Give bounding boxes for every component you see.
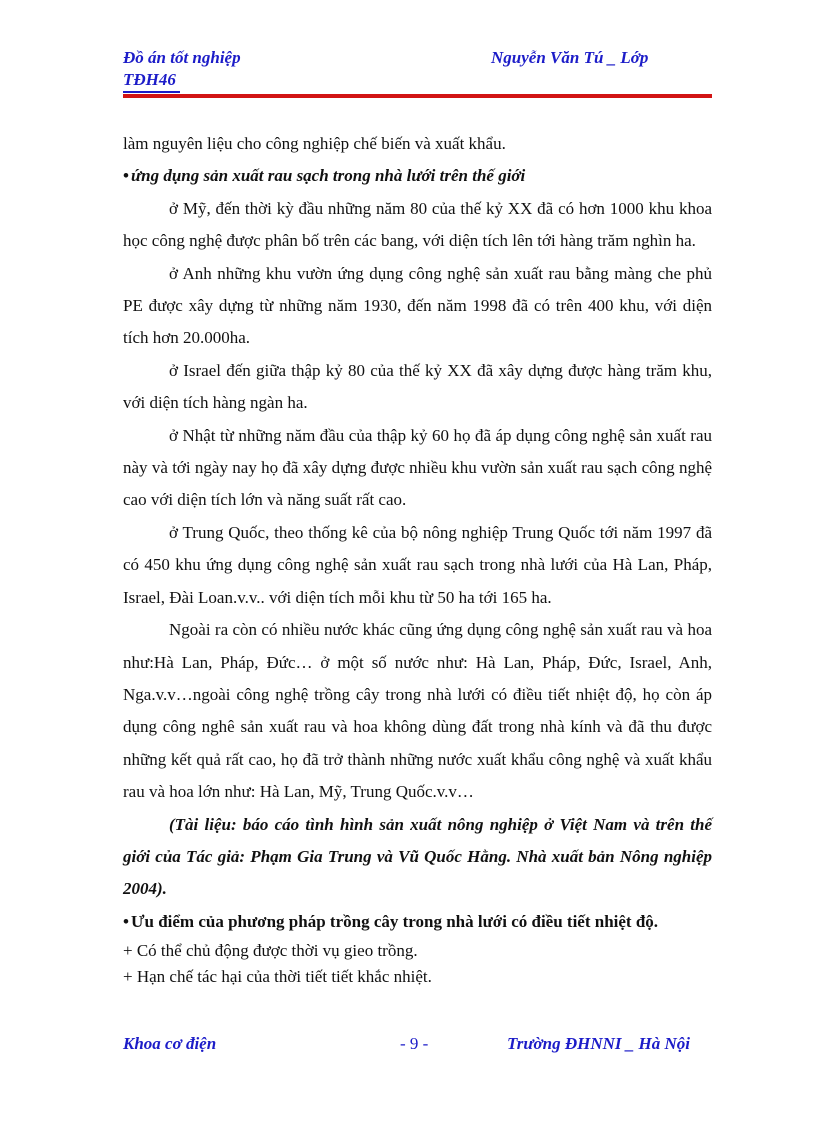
page-number: - 9 - [400, 1034, 429, 1053]
header-class-code: TĐH46 [123, 70, 176, 89]
paragraph: ở Mỹ, đến thời kỳ đầu những năm 80 của thế kỷ XX đã có hơn 1000 khu khoa học công nghệ được phân bố trên các bang, với diện tích lên tới hàng trăm nghìn ha. [123, 198, 712, 251]
paragraph: ở Trung Quốc, theo thống kê của bộ nông nghiệp Trung Quốc tới năm 1997 đã có 450 khu ứng dụng công nghệ sản xuất rau sạch trong nhà lưới của Hà Lan, Pháp, Israel, Đài Loan.v.v.. với diện tích mỗi khu từ 50 ha tới 165 ha. [123, 522, 712, 607]
paragraph: ở Anh những khu vườn ứng dụng công nghệ sản xuất rau bằng màng che phủ PE được xây dựng từ những năm 1930, đến năm 1998 đã có trên 400 khu, với diện tích hơn 20.000ha. [123, 263, 712, 348]
list-item: + Có thể chủ động được thời vụ gieo trồng. [123, 941, 418, 961]
bullet-icon: • [123, 166, 129, 186]
footer-faculty: Khoa cơ điện [123, 1034, 217, 1053]
header-underline [123, 91, 180, 93]
section-heading [123, 906, 712, 938]
header-author: Nguyễn Văn Tú _ Lớp [491, 48, 649, 67]
paragraph: làm nguyên liệu cho công nghiệp chế biến và xuất khẩu. [123, 134, 506, 153]
section-heading [123, 160, 712, 192]
header-rule [123, 94, 712, 98]
header-thesis-title: Đồ án tốt nghiệp [123, 48, 241, 67]
list-item: + Hạn chế tác hại của thời tiết tiết khắc nhiệt. [123, 967, 432, 987]
bullet-icon: • [123, 911, 129, 931]
footer-university: Trường ĐHNNI _ Hà Nội [507, 1034, 691, 1053]
paragraph: Ngoài ra còn có nhiều nước khác cũng ứng dụng công nghệ sản xuất rau và hoa như:Hà Lan, Pháp, Đức… ở một số nước như: Hà Lan, Pháp, Đức, Israel, Anh, Nga.v.v…ngoài công nghệ trồng cây trong nhà lưới có điều tiết nhiệt độ, họ còn áp dụng công nghê sản xuất rau và hoa không dùng đất trong nhà kính và đã thu được những kết quả rất cao, họ đã trở thành những nước xuất khẩu công nghệ và xuất khẩu rau và hoa lớn như: Hà Lan, Mỹ, Trung Quốc.v.v… [123, 620, 712, 802]
page-header [123, 48, 712, 98]
page-footer [123, 1034, 712, 1058]
section-heading-text: ứng dụng sản xuất rau sạch trong nhà lưới trên thế giới [130, 166, 526, 186]
reference-note: (Tài liệu: báo cáo tình hình sản xuất nông nghiệp ở Việt Nam và trên thế giới của Tác giả: Phạm Gia Trung và Vũ Quốc Hằng. Nhà xuất bản Nông nghiệp 2004). [123, 814, 712, 899]
page-body [123, 128, 712, 990]
paragraph: ở Israel đến giữa thập kỷ 80 của thế kỷ XX đã xây dựng được hàng trăm khu, với diện tích hàng ngàn ha. [123, 360, 712, 413]
paragraph: ở Nhật từ những năm đầu của thập kỷ 60 họ đã áp dụng công nghệ sản xuất rau này và tới ngày nay họ đã xây dựng được nhiều khu vườn sản xuất rau sạch công nghệ cao với diện tích lớn và năng suất rất cao. [123, 425, 712, 510]
section-heading-text: Ưu điểm của phương pháp trồng cây trong nhà lưới có điều tiết nhiệt độ. [130, 911, 659, 931]
